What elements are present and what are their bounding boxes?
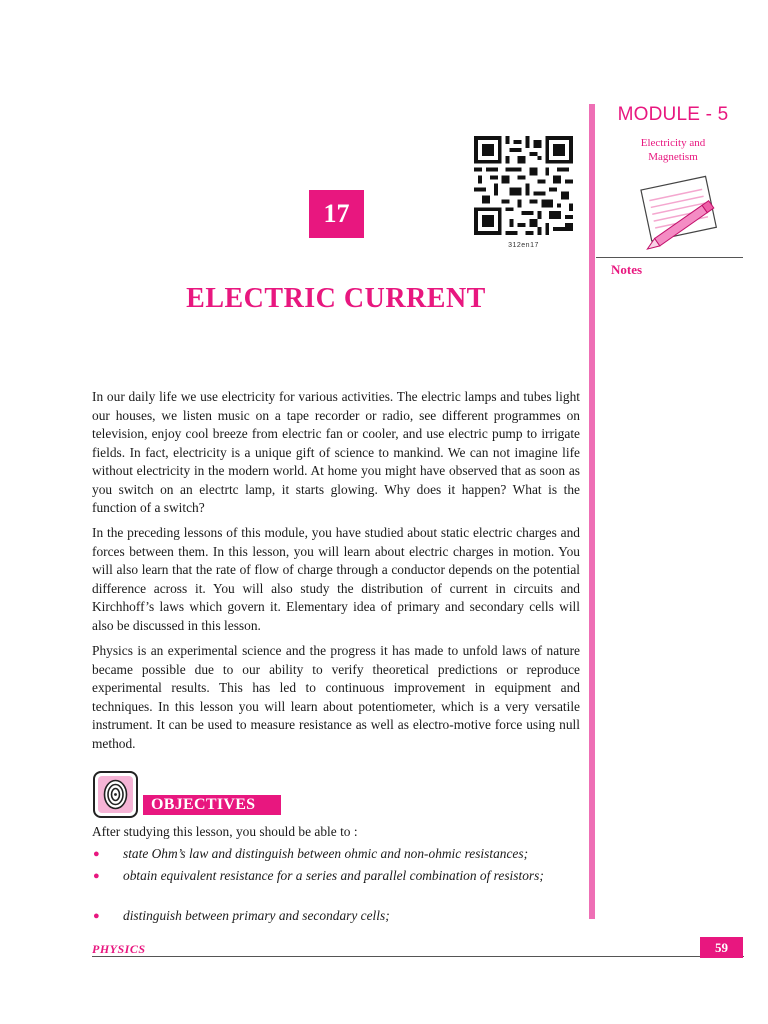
objective-text: distinguish between primary and secondary cells; (123, 908, 390, 923)
chapter-title: ELECTRIC CURRENT (186, 283, 486, 314)
module-subtitle-line1: Electricity and (640, 137, 706, 149)
objective-text: obtain equivalent resistance for a series and parallel combination of resistors; (123, 868, 544, 883)
module-subtitle (603, 136, 743, 164)
objectives-intro: After studying this lesson, you should be able to : (92, 824, 358, 839)
objective-item (92, 907, 580, 925)
paragraph-intro: In our daily life we use electricity for various activities. The electric lamps and tubes light our houses, we listen music on a tape recorder or radio, see different programmes on television, enjoy cool breeze from electric fan or cooler, and use electric pump to irrigate fields. In fact, electricity is a unique gift of science to mankind. We can not imagine life without electricity in the modern world. At home you might have observed that as soon as you switch on an electrtc lamp, it starts glowing. Why does it happen? What is the function of a switch? (92, 389, 580, 515)
paragraph-experimental-science: Physics is an experimental science and the progress it has made to unfold laws of nature became possible due to our ability to verify theoretical predictions or reproduce experimental results. This has led to continuous improvement in equipment and techniques. In this lesson you will learn about potentiometer, which is a very versatile instrument. It can be used to measure resistance as well as electro-motive force using null method. (92, 643, 580, 751)
bullet-icon: ● (93, 848, 100, 860)
qr-code-label: 312en17 (508, 242, 539, 249)
footer-rule (92, 956, 744, 957)
notes-divider (596, 257, 743, 258)
footer-subject: PHYSICS (92, 942, 146, 956)
objective-item (92, 845, 580, 863)
target-icon (93, 771, 138, 818)
paragraph-preceding-lessons: In the preceding lessons of this module, you have studied about static electric charges and forces between them. In this lesson, you will learn about electric charges in motion. You will also learn that the rate of flow of charge through a conductor depends on the potential difference across it. You will also study the distribution of current in circuits and Kirchhoff’s laws which govern it. Elementary idea of primary and secondary cells will also be discussed in this lesson. (92, 525, 580, 633)
margin-divider-bar (589, 104, 595, 919)
objective-text: state Ohm’s law and distinguish between ohmic and non-ohmic resistances; (123, 846, 529, 861)
notes-label: Notes (611, 262, 643, 277)
bullet-icon: ● (93, 910, 100, 922)
module-subtitle-line2: Magnetism (648, 151, 698, 163)
chapter-number: 17 (309, 190, 364, 238)
module-title: MODULE - 5 (617, 104, 729, 125)
objectives-heading: OBJECTIVES (143, 795, 281, 815)
qr-code (474, 136, 573, 235)
page-number: 59 (700, 937, 743, 958)
objective-item (92, 867, 580, 885)
bullet-icon: ● (93, 870, 100, 882)
notepad-pencil-icon (628, 170, 736, 250)
